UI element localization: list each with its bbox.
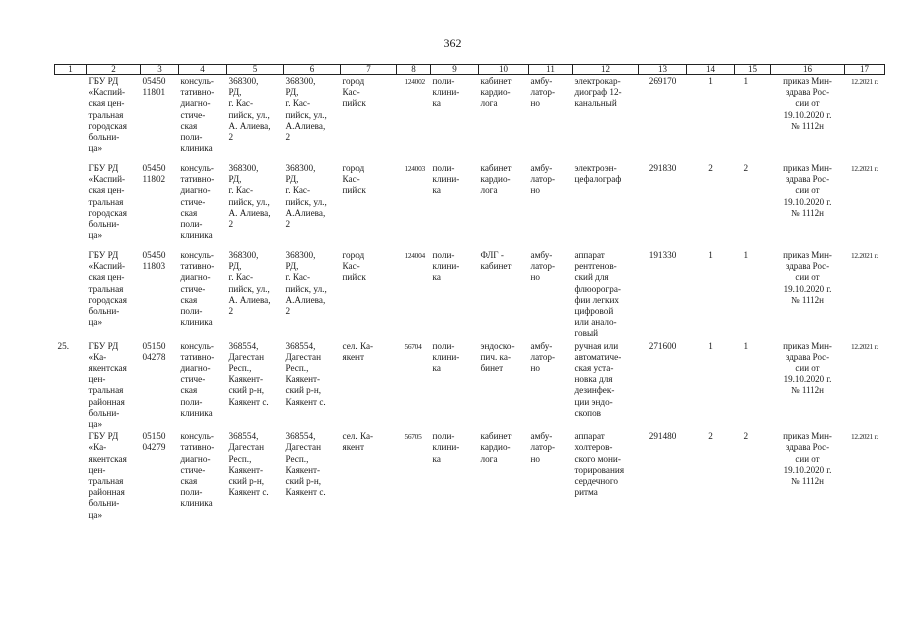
column-number: 6: [284, 65, 341, 75]
subdivision: поли- клини- ка: [432, 76, 460, 109]
facility-type: консуль- тативно- диагно- стиче- ская поли- клиника: [180, 431, 215, 509]
column-number: 17: [845, 65, 885, 75]
column-number-row: [55, 65, 885, 75]
quantity-purchase: 2: [743, 163, 749, 173]
table-row: [55, 430, 885, 521]
care-condition: амбу- латор- но: [530, 163, 556, 196]
organization-name: ГБУ РД «Каспий- ская цен- тральная городская больни- ца»: [88, 163, 127, 241]
regulation-order: приказ Мин- здрава Рос- сии от 19.10.2020 г. № 1112н: [783, 76, 832, 131]
column-number: 2: [87, 65, 141, 75]
organization-code: 05450 11801: [142, 76, 166, 98]
column-number: 1: [55, 65, 87, 75]
facility-type: консуль- тативно- диагно- стиче- ская поли- клиника: [180, 76, 215, 154]
organization-name: ГБУ РД «Ка- якентская цен- тральная районная больни- ца»: [88, 340, 127, 430]
organization-code: 05450 11803: [142, 250, 166, 272]
deadline-date: 12.2021 г.: [851, 77, 878, 86]
care-condition: амбу- латор- но: [530, 76, 556, 109]
column-number: 8: [397, 65, 431, 75]
unit-id: 56704: [404, 341, 422, 351]
settlement: город Кас- пийск: [342, 250, 366, 283]
legal-address: 368300, РД, г. Кас- пийск, ул., А. Алиева, 2: [228, 250, 271, 317]
room: кабинет кардио- лога: [480, 163, 512, 196]
subdivision: поли- клини- ка: [432, 431, 460, 464]
facility-type: консуль- тативно- диагно- стиче- ская поли- клиника: [180, 250, 215, 328]
unit-id: 56705: [404, 432, 422, 442]
column-number: 15: [735, 65, 771, 75]
table-row: [55, 75, 885, 163]
page-number: 362: [443, 36, 462, 50]
table-row: [55, 340, 885, 431]
settlement: город Кас- пийск: [342, 163, 366, 196]
column-number: 7: [341, 65, 397, 75]
regulation-order: приказ Мин- здрава Рос- сии от 19.10.2020 г. № 1112н: [783, 163, 832, 218]
table-row: [55, 162, 885, 249]
column-number: 3: [141, 65, 179, 75]
column-number: 16: [771, 65, 845, 75]
quantity-purchase: 1: [743, 250, 749, 260]
legal-address: 368554, Дагестан Респ., Каякент- ский р-н, Каякент с.: [228, 340, 269, 407]
quantity-required: 2: [708, 163, 713, 173]
column-number: 13: [639, 65, 687, 75]
column-number: 12: [573, 65, 639, 75]
equipment-code: 191330: [648, 250, 677, 260]
legal-address: 368300, РД, г. Кас- пийск, ул., А. Алиева, 2: [228, 163, 271, 230]
care-condition: амбу- латор- но: [530, 340, 556, 374]
actual-address: 368300, РД, г. Кас- пийск, ул., А.Алиева, 2: [285, 250, 327, 317]
column-number: 4: [179, 65, 227, 75]
subdivision: поли- клини- ка: [432, 340, 460, 374]
deadline-date: 12.2021 г.: [851, 164, 878, 173]
room: эндоско- пич. ка- бинет: [480, 340, 515, 374]
column-number: 11: [529, 65, 573, 75]
facility-type: консуль- тативно- диагно- стиче- ская поли- клиника: [180, 163, 215, 241]
column-number: 5: [227, 65, 284, 75]
row-number: [55, 75, 87, 163]
legal-address: 368300, РД, г. Кас- пийск, ул., А. Алиева, 2: [228, 76, 271, 143]
regulation-order: приказ Мин- здрава Рос- сии от 19.10.2020 г. № 1112н: [783, 340, 832, 396]
organization-code: 05150 04278: [142, 340, 166, 362]
unit-id: 124003: [404, 164, 425, 173]
deadline-date: 12.2021 г.: [851, 341, 878, 351]
facility-type: консуль- тативно- диагно- стиче- ская поли- клиника: [180, 340, 215, 418]
equipment-name: электроэн- цефалограф: [574, 163, 622, 185]
actual-address: 368554, Дагестан Респ., Каякент- ский р-н, Каякент с.: [285, 340, 326, 407]
room: кабинет кардио- лога: [480, 431, 512, 464]
equipment-name: аппарат холтеров- ского мони- торирования сердечного ритма: [574, 431, 625, 498]
settlement: сел. Ка- якент: [342, 431, 374, 453]
unit-id: 124002: [404, 77, 425, 86]
column-number: 9: [431, 65, 479, 75]
organization-name: ГБУ РД «Ка- якентская цен- тральная районная больни- ца»: [88, 431, 127, 520]
equipment-name: ручная или автоматиче- ская уста- новка для дезинфек- ции эндо- скопов: [574, 340, 622, 418]
row-number: [55, 162, 87, 249]
equipment-code: 291830: [648, 163, 677, 173]
quantity-purchase: 1: [743, 76, 749, 86]
table-row: [55, 249, 885, 340]
organization-name: ГБУ РД «Каспий- ская цен- тральная городская больни- ца»: [88, 250, 127, 328]
quantity-required: 1: [708, 340, 713, 351]
actual-address: 368300, РД, г. Кас- пийск, ул., А.Алиева, 2: [285, 163, 327, 230]
quantity-required: 1: [708, 250, 713, 260]
settlement: сел. Ка- якент: [342, 340, 374, 362]
equipment-table: [54, 64, 885, 521]
organization-name: ГБУ РД «Каспий- ская цен- тральная городская больни- ца»: [88, 76, 127, 154]
subdivision: поли- клини- ка: [432, 250, 460, 283]
settlement: город Кас- пийск: [342, 76, 366, 109]
deadline-date: 12.2021 г.: [851, 432, 878, 442]
row-number: [55, 430, 87, 521]
row-number: 25.: [57, 340, 69, 351]
legal-address: 368554, Дагестан Респ., Каякент- ский р-н, Каякент с.: [228, 431, 269, 498]
room: кабинет кардио- лога: [480, 76, 512, 109]
room: ФЛГ - кабинет: [480, 250, 512, 272]
organization-code: 05150 04279: [142, 431, 166, 453]
deadline-date: 12.2021 г.: [851, 251, 878, 260]
organization-code: 05450 11802: [142, 163, 166, 185]
column-number: 10: [479, 65, 529, 75]
equipment-code: 271600: [648, 340, 677, 351]
equipment-code: 269170: [648, 76, 677, 86]
equipment-name: электрокар- диограф 12- канальный: [574, 76, 622, 109]
column-number: 14: [687, 65, 735, 75]
row-number: [55, 249, 87, 340]
quantity-purchase: 1: [743, 340, 749, 351]
quantity-required: 1: [708, 76, 713, 86]
care-condition: амбу- латор- но: [530, 431, 556, 464]
care-condition: амбу- латор- но: [530, 250, 556, 283]
equipment-name: аппарат рентгенов- ский для флюорогра- фии легких цифровой или анало- говый: [574, 250, 621, 339]
quantity-purchase: 2: [743, 431, 749, 442]
actual-address: 368554, Дагестан Респ., Каякент- ский р-н, Каякент с.: [285, 431, 326, 498]
regulation-order: приказ Мин- здрава Рос- сии от 19.10.2020 г. № 1112н: [783, 250, 832, 305]
subdivision: поли- клини- ка: [432, 163, 460, 196]
quantity-required: 2: [708, 431, 713, 442]
actual-address: 368300, РД, г. Кас- пийск, ул., А.Алиева, 2: [285, 76, 327, 143]
unit-id: 124004: [404, 251, 425, 260]
regulation-order: приказ Мин- здрава Рос- сии от 19.10.2020 г. № 1112н: [783, 431, 832, 487]
equipment-code: 291480: [648, 431, 677, 442]
